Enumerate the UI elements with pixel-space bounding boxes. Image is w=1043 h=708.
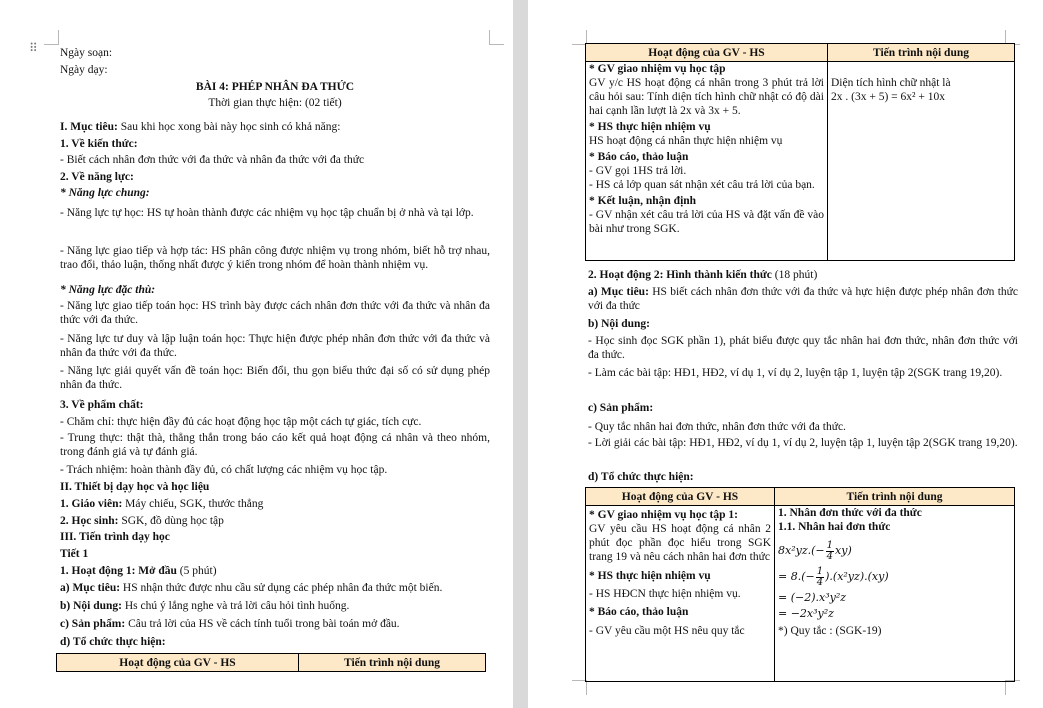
table-cell-tien-trinh (828, 62, 1015, 261)
table-header-tien-trinh: Tiến trình nội dung (775, 488, 1015, 506)
math-term: 8x²yz. (778, 544, 812, 557)
drag-handle-icon[interactable]: ⠿ (29, 41, 38, 55)
section-1-3: 3. Về phẩm chất: (60, 399, 144, 411)
nang-luc-dac-thu: * Năng lực đặc thù: (60, 284, 156, 296)
math-minus: − (805, 570, 815, 583)
bao-cao-2: - HS cả lớp quan sát nhận xét câu trả lời của bạn. (589, 179, 815, 191)
table-header-gv-hs: Hoạt động của GV - HS (586, 488, 775, 506)
section-1-1: 1. Về kiến thức: (60, 138, 138, 150)
ngay-soan: Ngày soạn: (60, 47, 113, 59)
hoat-dong-2-time: (18 phút) (771, 269, 818, 281)
fraction-denominator: 4 (816, 576, 824, 588)
section-1-2: 2. Về năng lực: (60, 171, 134, 183)
hoc-sinh (60, 514, 224, 528)
hs-thuc-hien-2: * HS thực hiện nhiệm vụ (589, 570, 711, 582)
pham-chat-3: - Trách nhiệm: hoàn thành đầy đủ, có chất lượng các nhiệm vụ học tập. (60, 464, 388, 476)
hd1-san-pham (60, 617, 400, 631)
section-3: III. Tiến trình dạy học (60, 531, 170, 543)
math-fraction (816, 567, 824, 588)
section-1-text: Sau khi học xong bài này học sinh có khả năng: (117, 121, 341, 133)
hd2-noi-dung: b) Nội dung: (588, 318, 650, 330)
hd1-noi-dung (60, 599, 349, 613)
fraction-numerator: 1 (816, 565, 824, 577)
section-1-1-text: - Biết cách nhân đơn thức với đa thức và nhân đa thức với đa thức (60, 154, 365, 166)
nhan-hai-don-thuc: 1.1. Nhân hai đơn thức (778, 521, 891, 533)
fraction-numerator: 1 (826, 539, 834, 551)
gv-giao-nhiem-vu: * GV giao nhiệm vụ học tập (589, 63, 726, 75)
nang-luc-dac-thu-2: - Năng lực tư duy và lập luận toán học: Thực hiện được phép nhân đơn thức với đa thức và nhân đa thức với đa thức. (60, 333, 490, 359)
giao-vien (60, 497, 263, 511)
table-cell-tien-trinh (775, 506, 1015, 682)
ket-luan: * Kết luận, nhận định (589, 195, 697, 207)
hd1-san-pham-label: c) Sản phẩm: (60, 618, 126, 630)
nang-luc-chung-1: - Năng lực tự học: HS tự hoàn thành được các nhiệm vụ học tập chuẩn bị ở nhà và tại lớp. (60, 207, 474, 219)
hd1-muc-tieu (60, 581, 442, 595)
ket-luan-1: - GV nhận xét câu trả lời của HS và đặt vấn đề vào bài như trong SGK. (589, 209, 824, 235)
lesson-title: BÀI 4: PHÉP NHÂN ĐA THỨC (195, 81, 355, 93)
hd2-noi-dung-2: - Làm các bài tập: HĐ1, HĐ2, ví dụ 1, ví dụ 2, luyện tập 1, luyện tập 2(SGK trang 19,20). (588, 367, 1003, 379)
math-minus: − (815, 544, 825, 557)
hd2-muc-tieu (588, 285, 1018, 313)
math-term: = 8. (778, 570, 802, 583)
fraction-denominator: 4 (826, 550, 834, 562)
hd1-san-pham-text: Câu trả lời của HS về cách tính tuổi trong bài toán mở đầu. (125, 618, 400, 630)
dien-tich-label: Diện tích hình chữ nhật là (831, 77, 951, 89)
document-page-right (528, 0, 1043, 708)
pham-chat-1: - Chăm chỉ: thực hiện đầy đủ các hoạt động học tập một cách tự giác, tích cực. (60, 416, 422, 428)
hd2-san-pham-1: - Quy tắc nhân hai đơn thức, nhân đơn thức với đa thức. (588, 421, 846, 433)
hoat-dong-1-time: (5 phút) (176, 565, 217, 577)
nhan-don-thuc-da-thuc: 1. Nhân đơn thức với đa thức (778, 507, 922, 519)
hd2-muc-tieu-label: a) Mục tiêu: (588, 286, 649, 298)
math-line-4: = −2x³y²z (778, 607, 834, 620)
section-1-label: I. Mục tiêu: (60, 121, 118, 133)
hd2-noi-dung-1: - Học sinh đọc SGK phần 1), phát biểu được quy tắc nhân hai đơn thức, nhân đơn thức với đa thức. (588, 335, 1018, 361)
tiet-1: Tiết 1 (60, 548, 89, 560)
math-line-2: = 8.(− $\frac{1}{4}$ ).(x²yz).(xy) (778, 565, 889, 588)
math-line-1: 8x²yz.(− $\frac{1}{4}$ xy) (778, 539, 852, 562)
gv-giao-nhiem-vu-1: * GV giao nhiệm vụ học tập 1: (589, 509, 738, 521)
hoc-sinh-text: SGK, đồ dùng học tập (118, 515, 224, 527)
nang-luc-dac-thu-3: - Năng lực giải quyết vấn đề toán học: Biến đổi, thu gọn biểu thức đại số có sử dụng phép nhân đa thức. (60, 365, 490, 391)
gv-giao-nhiem-vu-text: GV y/c HS hoạt động cá nhân trong 3 phút trả lời câu hỏi sau: Tính diện tích hình chữ nhật có độ dài hai cạnh lần lượt là 2x và 3x + 5. (589, 77, 824, 117)
bao-cao-2-1: - GV yêu cầu một HS nêu quy tắc (589, 625, 745, 637)
page-gap (513, 0, 528, 708)
quy-tac: *) Quy tắc : (SGK-19) (778, 625, 882, 637)
activity-table-1-header (56, 653, 486, 672)
math-term: xy (835, 544, 848, 557)
hd2-san-pham-2: - Lời giải các bài tập: HĐ1, HĐ2, ví dụ 1, ví dụ 2, luyện tập 1, luyện tập 2(SGK trang 19,20). (588, 437, 1018, 449)
table-header-gv-hs: Hoạt động của GV - HS (57, 654, 299, 672)
hd1-muc-tieu-text: HS nhận thức được nhu cầu sử dụng các phép nhân đa thức một biến. (120, 582, 443, 594)
dien-tich-formula: 2x . (3x + 5) = 6x² + 10x (831, 91, 945, 103)
math-line-3: = (−2).x³y²z (778, 591, 847, 604)
hoat-dong-1-label: 1. Hoạt động 1: Mở đầu (60, 565, 177, 577)
hd1-noi-dung-text: Hs chú ý lắng nghe và trả lời câu hỏi tình huống. (122, 600, 350, 612)
hoc-sinh-label: 2. Học sinh: (60, 515, 119, 527)
margin-corner-mark (489, 30, 504, 45)
margin-corner-mark (572, 680, 587, 695)
hoat-dong-2 (588, 268, 817, 282)
ngay-day: Ngày dạy: (60, 64, 108, 76)
hd1-muc-tieu-label: a) Mục tiêu: (60, 582, 121, 594)
hs-thuc-hien: * HS thực hiện nhiệm vụ (589, 121, 711, 133)
bao-cao-thao-luan: * Báo cáo, thảo luận (589, 151, 689, 163)
section-1 (60, 120, 340, 134)
table-cell-gv-hs (586, 62, 828, 261)
gv-giao-nhiem-vu-1-text: GV yêu cầu HS hoạt động cá nhân 2 phút đọc phần đọc hiểu trong SGK trang 19 và nêu cách nhân hai đơn thức (589, 523, 771, 563)
section-2: II. Thiết bị dạy học và học liệu (60, 481, 210, 493)
activity-table-2 (585, 487, 1015, 682)
hs-thuc-hien-2-text: - HS HĐCN thực hiện nhiệm vụ. (589, 588, 741, 600)
hoat-dong-1 (60, 564, 217, 578)
hd2-to-chuc: d) Tổ chức thực hiện: (588, 471, 694, 483)
hd2-san-pham: c) Sản phẩm: (588, 402, 654, 414)
giao-vien-text: Máy chiếu, SGK, thước thẳng (122, 498, 264, 510)
margin-corner-mark (1005, 680, 1020, 695)
math-term: .(x²yz).(xy) (829, 570, 889, 583)
table-header-tien-trinh: Tiến trình nội dung (299, 654, 486, 672)
pham-chat-2: - Trung thực: thật thà, thẳng thắn trong báo cáo kết quả hoạt động cá nhân và theo nhóm, trong đánh giá và tự đánh giá. (60, 432, 490, 458)
nang-luc-chung: * Năng lực chung: (60, 187, 150, 199)
math-fraction (826, 541, 834, 562)
hoat-dong-2-label: 2. Hoạt động 2: Hình thành kiến thức (588, 269, 772, 281)
bao-cao-1: - GV gọi 1HS trả lời. (589, 165, 687, 177)
hd1-noi-dung-label: b) Nội dung: (60, 600, 122, 612)
table-cell-gv-hs (586, 506, 775, 682)
table-header-tien-trinh: Tiến trình nội dung (828, 44, 1015, 62)
giao-vien-label: 1. Giáo viên: (60, 498, 123, 510)
margin-corner-mark (44, 30, 59, 45)
hs-thuc-hien-text: HS hoạt động cá nhân thực hiện nhiệm vụ (589, 135, 783, 147)
nang-luc-chung-2: - Năng lực giao tiếp và hợp tác: HS phân công được nhiệm vụ trong nhóm, biết hỗ trợ nhau, trao đổi, thảo luận, thống nhất được ý kiến trong nhóm để hoàn thành nhiệm vụ. (60, 245, 490, 271)
hd1-to-chuc: d) Tổ chức thực hiện: (60, 636, 166, 648)
table-header-gv-hs: Hoạt động của GV - HS (586, 44, 828, 62)
hd2-muc-tieu-text: HS biết cách nhân đơn thức với đa thức và hực hiện được phép nhân đơn thức với đa thức (588, 286, 1018, 312)
nang-luc-dac-thu-1: - Năng lực giao tiếp toán học: HS trình bày được cách nhân đơn thức với đa thức và nhân đa thức với đa thức. (60, 300, 490, 326)
lesson-subtitle: Thời gian thực hiện: (02 tiết) (208, 97, 342, 109)
activity-table-1 (585, 43, 1015, 261)
bao-cao-thao-luan-2: * Báo cáo, thảo luận (589, 606, 689, 618)
document-page-left (0, 0, 513, 708)
